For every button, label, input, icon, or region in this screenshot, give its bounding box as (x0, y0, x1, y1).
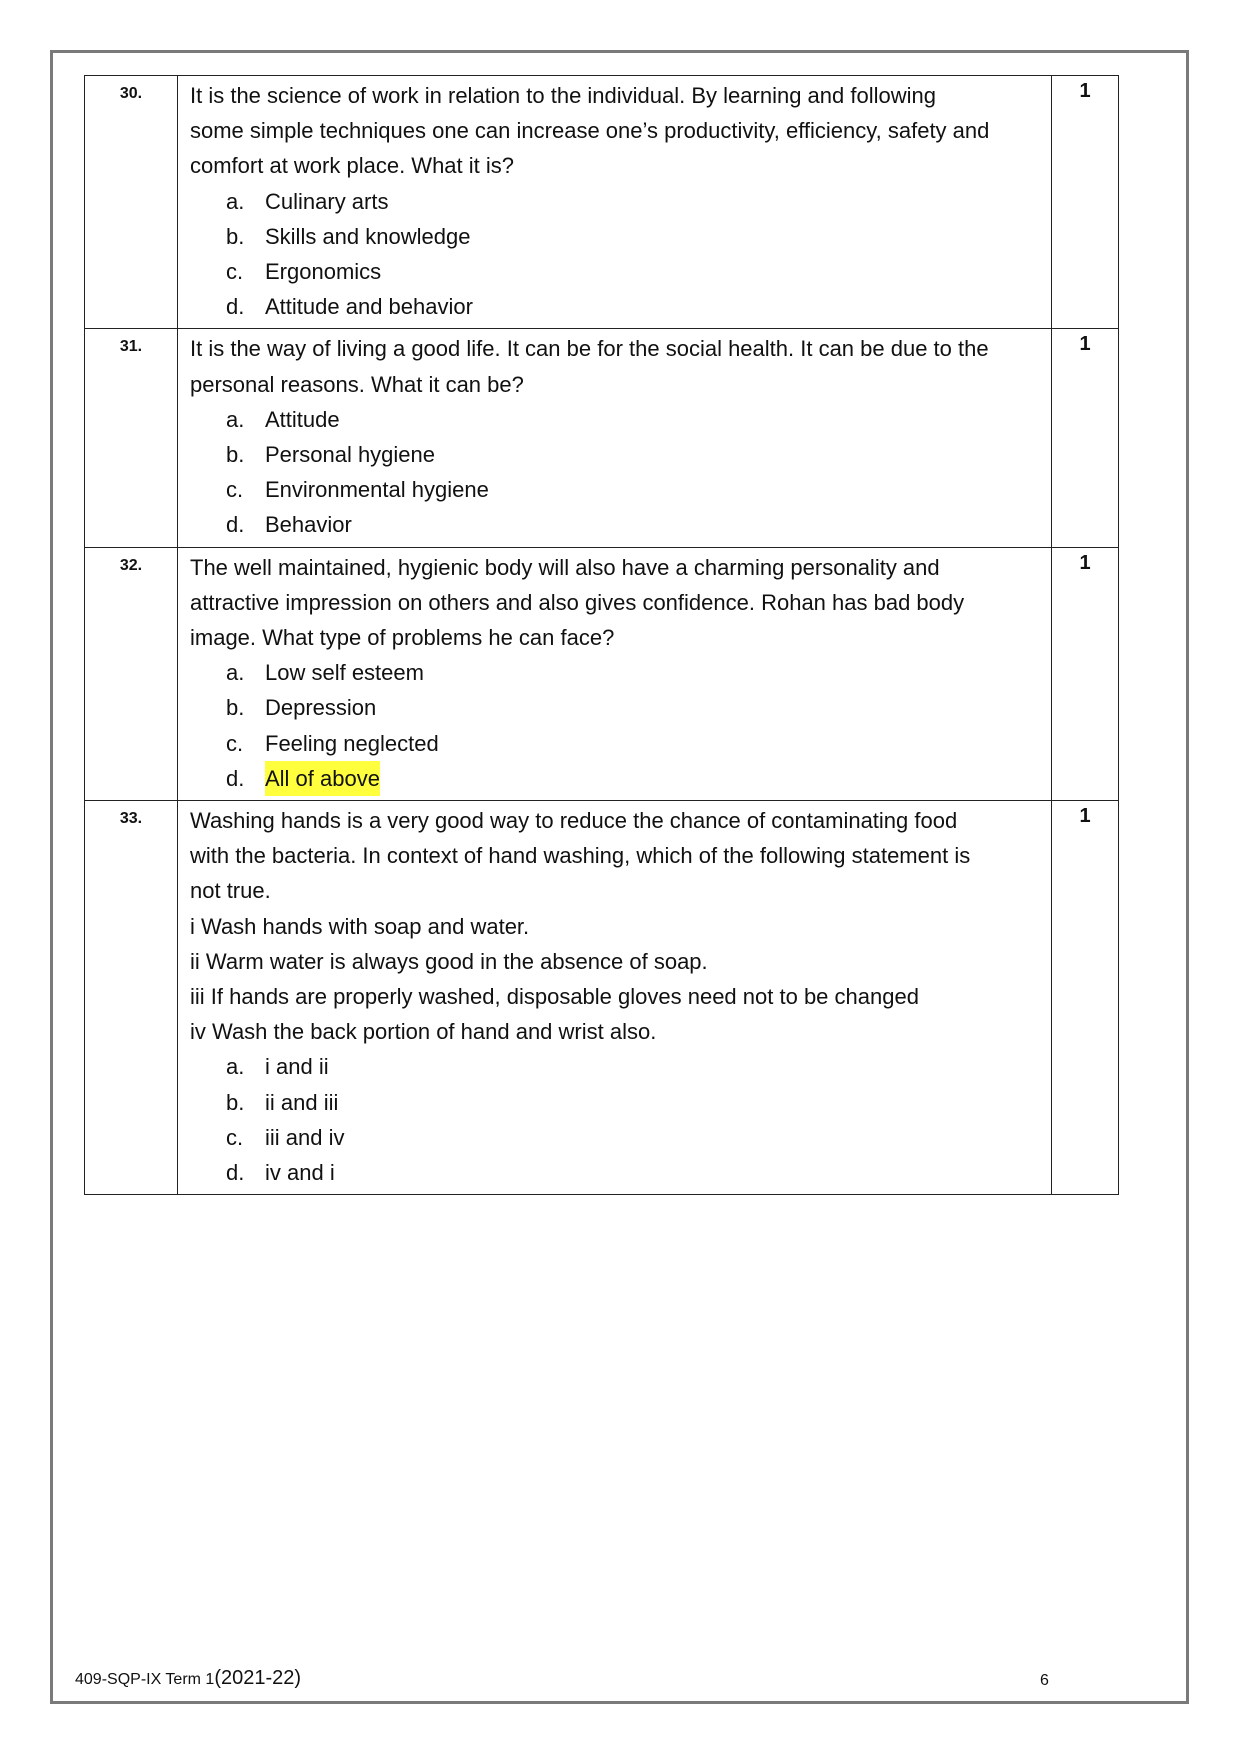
question-body (178, 76, 1052, 329)
answer-option (190, 655, 1041, 690)
question-number: 32. (85, 547, 178, 800)
question-row (85, 76, 1119, 329)
question-row (85, 801, 1119, 1195)
question-body (178, 801, 1052, 1195)
option-text: ii and iii (265, 1089, 339, 1115)
question-text-line: It is the science of work in relation to the individual. By learning and following (190, 83, 936, 108)
question-number: 31. (85, 329, 178, 547)
question-text-line: The well maintained, hygienic body will also have a charming personality and (190, 554, 940, 580)
answer-option (190, 507, 1041, 542)
question-body (178, 329, 1052, 547)
question-marks: 1 (1052, 329, 1119, 547)
option-text: Behavior (265, 512, 352, 538)
answer-option (190, 1120, 1041, 1155)
option-text: iv and i (265, 1160, 335, 1186)
option-text: iii and iv (265, 1124, 345, 1150)
questions-table-body (85, 76, 1119, 1195)
answer-option (190, 219, 1041, 254)
option-letter: d. (226, 765, 245, 791)
question-row (85, 547, 1119, 800)
question-text-line: with the bacteria. In context of hand washing, which of the following statement is (190, 843, 971, 869)
option-text: Culinary arts (265, 188, 389, 214)
highlighted-answer-text: All of above (265, 761, 380, 796)
option-letter: a. (226, 660, 245, 686)
answer-option (190, 437, 1041, 472)
footer-year: (2021-22) (214, 1667, 302, 1689)
option-text: Ergonomics (265, 259, 382, 285)
answer-option (190, 402, 1041, 437)
question-text-line: It is the way of living a good life. It can be for the social health. It can be due to the (190, 336, 989, 362)
question-number: 30. (85, 76, 178, 329)
answer-option (190, 254, 1041, 289)
question-text-line: personal reasons. What it can be? (190, 371, 524, 397)
questions-table (84, 75, 1119, 1195)
answer-option (190, 761, 1041, 796)
answer-option (190, 1049, 1041, 1084)
option-text: Environmental hygiene (265, 477, 489, 503)
footer-paper-code: 409-SQP-IX Term 1 (75, 1671, 215, 1688)
option-text: i and ii (265, 1054, 329, 1080)
question-text-line: iv Wash the back portion of hand and wrist also. (190, 1019, 657, 1045)
question-text-line: attractive impression on others and also gives confidence. Rohan has bad body (190, 589, 965, 615)
question-text-line: Washing hands is a very good way to reduce the chance of contaminating food (190, 808, 958, 834)
option-text: Attitude and behavior (265, 294, 473, 320)
option-text: Personal hygiene (265, 442, 436, 468)
question-text-line: i Wash hands with soap and water. (190, 913, 530, 939)
question-text-line: not true. (190, 878, 271, 904)
option-letter: c. (226, 259, 244, 285)
answer-option (190, 289, 1041, 324)
question-text-line: iii If hands are properly washed, disposable gloves need not to be changed (190, 984, 919, 1010)
question-body (178, 547, 1052, 800)
question-number: 33. (85, 801, 178, 1195)
question-marks: 1 (1052, 76, 1119, 329)
option-text: Skills and knowledge (265, 223, 471, 249)
option-letter: a. (226, 188, 245, 214)
answer-option (190, 1155, 1041, 1190)
answer-option (190, 1085, 1041, 1120)
page-number: 6 (1040, 1672, 1049, 1689)
option-letter: b. (226, 442, 245, 468)
option-text: Low self esteem (265, 660, 424, 686)
option-letter: a. (226, 406, 245, 432)
question-marks: 1 (1052, 801, 1119, 1195)
option-letter: b. (226, 223, 245, 249)
answer-option (190, 690, 1041, 725)
question-text-line: image. What type of problems he can face? (190, 625, 615, 651)
option-text: Depression (265, 695, 377, 721)
question-text-line: comfort at work place. What it is? (190, 153, 514, 179)
option-letter: c. (226, 730, 244, 756)
question-text-line: some simple techniques one can increase one’s productivity, efficiency, safety and (190, 118, 990, 144)
option-letter: c. (226, 477, 244, 503)
option-text: Feeling neglected (265, 730, 439, 756)
option-letter: c. (226, 1124, 244, 1150)
option-letter: d. (226, 512, 245, 538)
option-text: Attitude (265, 406, 340, 432)
footer-code (75, 1667, 301, 1690)
option-letter: d. (226, 1160, 245, 1186)
answer-option (190, 184, 1041, 219)
question-row (85, 329, 1119, 547)
question-text-line: ii Warm water is always good in the absence of soap. (190, 948, 708, 974)
option-letter: b. (226, 695, 245, 721)
option-letter: a. (226, 1054, 245, 1080)
answer-option (190, 726, 1041, 761)
option-letter: d. (226, 294, 245, 320)
option-letter: b. (226, 1089, 245, 1115)
answer-option (190, 472, 1041, 507)
question-marks: 1 (1052, 547, 1119, 800)
